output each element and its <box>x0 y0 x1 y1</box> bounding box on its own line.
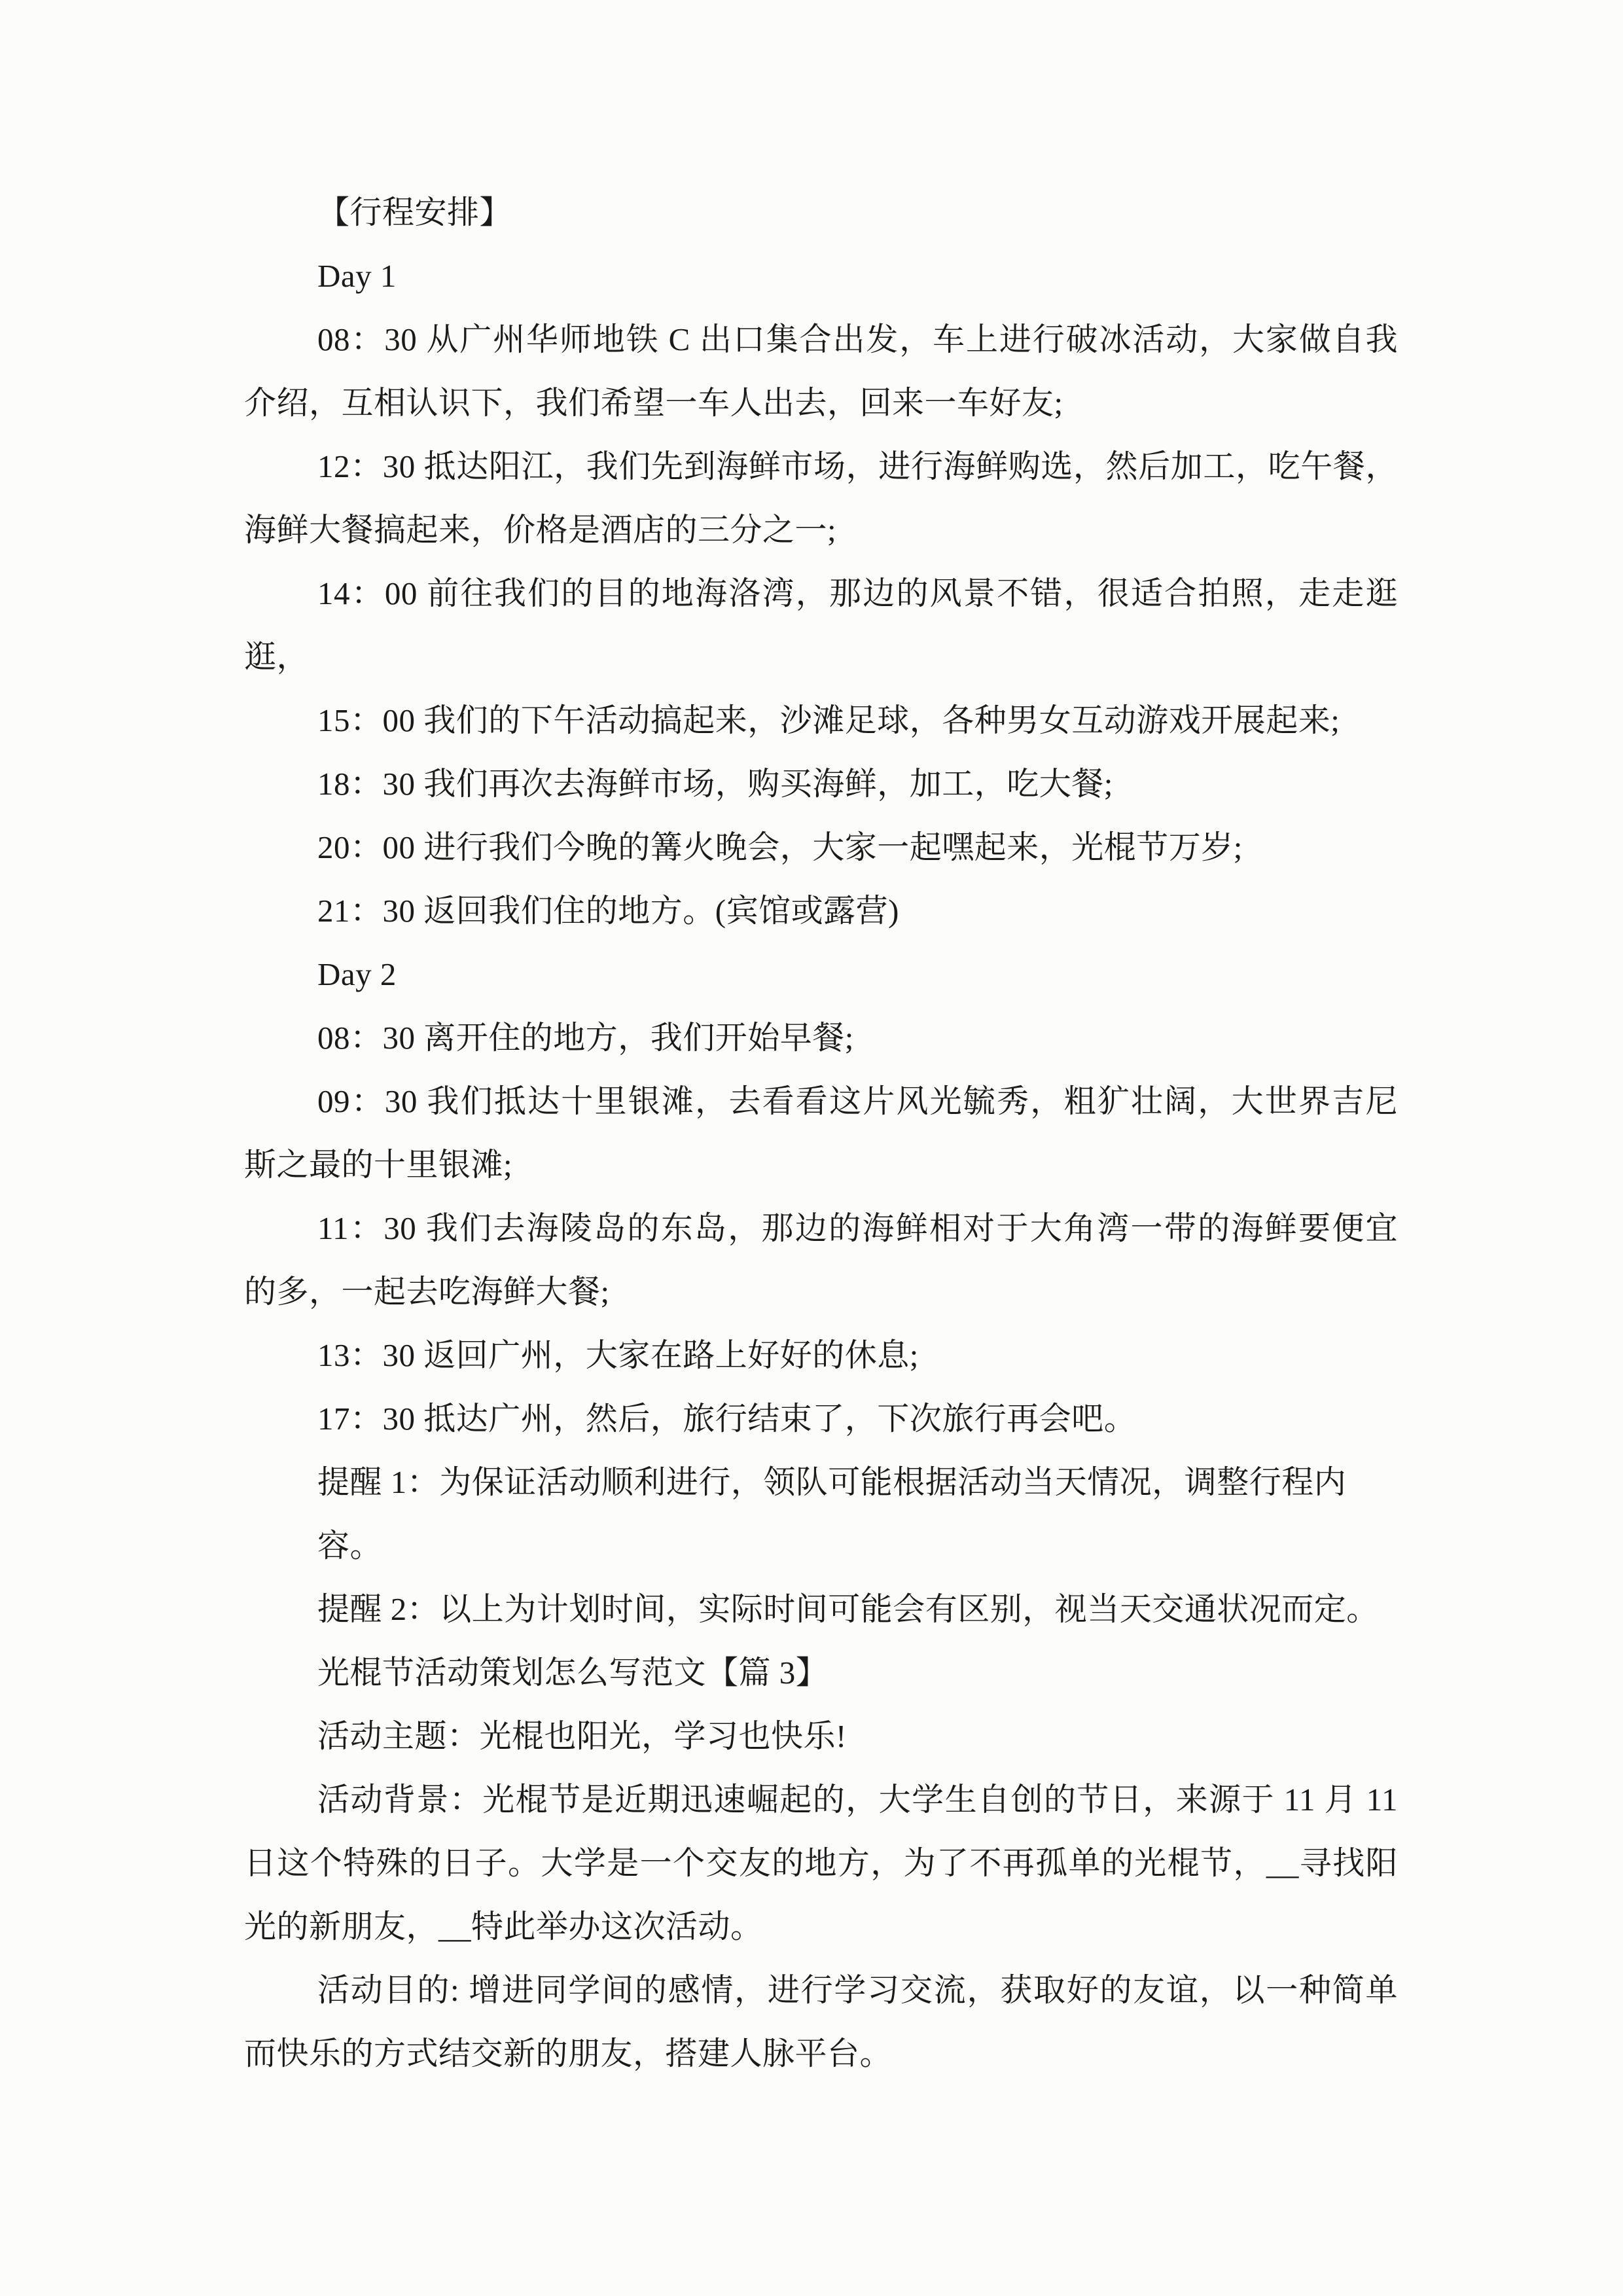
text-line: 光的新朋友，__特此举办这次活动。 <box>244 1909 763 1945</box>
text-line: 活动主题：光棍也阳光，学习也快乐! <box>317 1718 847 1754</box>
text-line: 提醒 1：为保证活动顺利进行，领队可能根据活动当天情况，调整行程内容。 <box>317 1464 1347 1564</box>
text-line: 【行程安排】 <box>317 194 512 230</box>
document-body <box>244 181 1398 2085</box>
text-line: 13：30 返回广州，大家在路上好好的休息; <box>317 1337 919 1373</box>
text-line: 18：30 我们再次去海鲜市场，购买海鲜，加工，吃大餐; <box>317 766 1113 802</box>
text-line: 的多，一起去吃海鲜大餐; <box>244 1274 610 1310</box>
text-line: 海鲜大餐搞起来，价格是酒店的三分之一; <box>244 512 837 548</box>
text-line: 11：30 我们去海陵岛的东岛，那边的海鲜相对于大角湾一带的海鲜要便宜 <box>317 1210 1398 1246</box>
text-line: 活动目的: 增进同学间的感情，进行学习交流，获取好的友谊，以一种简单 <box>317 1972 1398 2008</box>
text-line: 08：30 离开住的地方，我们开始早餐; <box>317 1020 854 1056</box>
text-line: 逛， <box>244 639 310 675</box>
text-line: 斯之最的十里银滩; <box>244 1147 513 1183</box>
text-line: 17：30 抵达广州，然后，旅行结束了，下次旅行再会吧。 <box>317 1401 1137 1437</box>
text-line: 提醒 2：以上为计划时间，实际时间可能会有区别，视当天交通状况而定。 <box>317 1591 1379 1627</box>
text-line: 14：00 前往我们的目的地海洛湾，那边的风景不错，很适合拍照，走走逛 <box>317 575 1398 611</box>
text-line: 12：30 抵达阳江，我们先到海鲜市场，进行海鲜购选，然后加工，吃午餐， <box>317 448 1398 484</box>
text-line: 而快乐的方式结交新的朋友，搭建人脉平台。 <box>244 2036 893 2072</box>
text-line: 日这个特殊的日子。大学是一个交友的地方，为了不再孤单的光棍节，__寻找阳 <box>244 1845 1398 1881</box>
text-line: Day 2 <box>317 956 397 992</box>
text-line: 20：00 进行我们今晚的篝火晚会，大家一起嘿起来，光棍节万岁; <box>317 829 1243 865</box>
text-line: 光棍节活动策划怎么写范文【篇 3】 <box>317 1655 829 1691</box>
text-line: 09：30 我们抵达十里银滩，去看看这片风光毓秀，粗犷壮阔，大世界吉尼 <box>317 1083 1398 1119</box>
text-line: 介绍，互相认识下，我们希望一车人出去，回来一车好友; <box>244 385 1063 421</box>
text-line: 08：30 从广州华师地铁 C 出口集合出发，车上进行破冰活动，大家做自我 <box>317 321 1398 357</box>
text-line: 21：30 返回我们住的地方。(宾馆或露营) <box>317 893 899 929</box>
text-line: 活动背景：光棍节是近期迅速崛起的，大学生自创的节日，来源于 11 月 11 <box>317 1782 1398 1818</box>
text-line: 15：00 我们的下午活动搞起来，沙滩足球，各种男女互动游戏开展起来; <box>317 702 1340 738</box>
text-line: Day 1 <box>317 258 397 294</box>
